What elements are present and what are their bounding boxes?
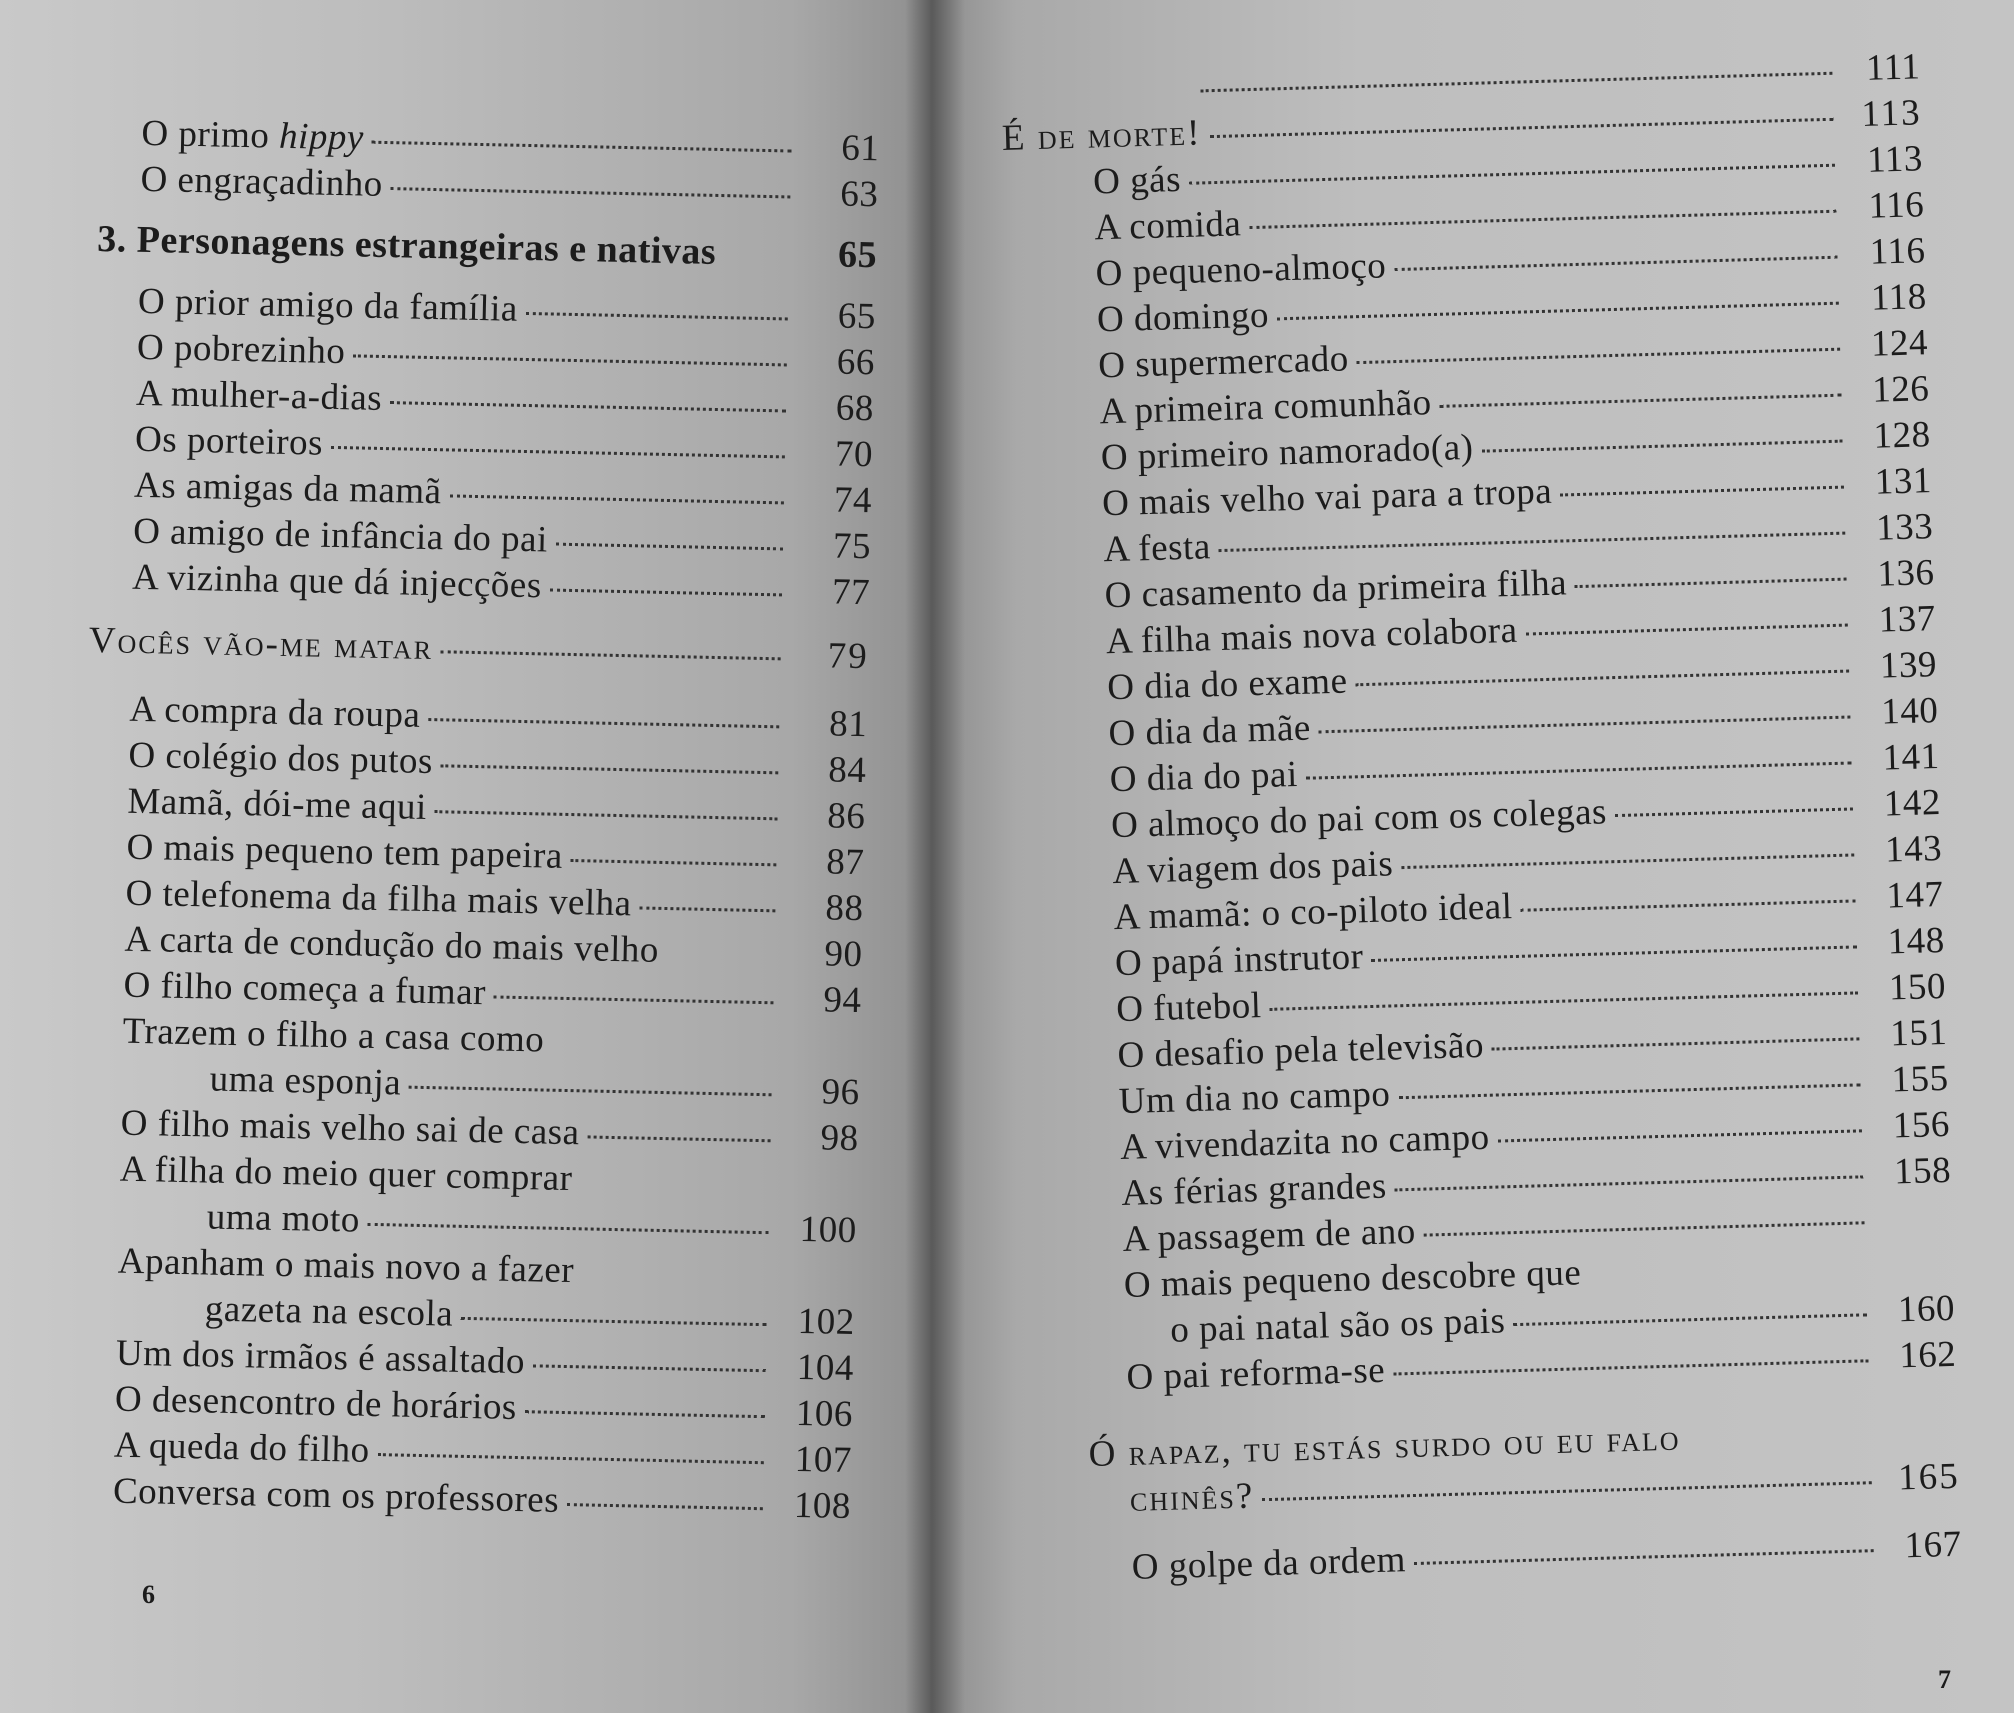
toc-entry-continuation: uma esponja 96 <box>209 1058 861 1114</box>
toc-entry: Um dos irmãos é assaltado 104 <box>115 1332 855 1390</box>
toc-entry: O telefonema da filha mais velha 88 <box>125 872 864 930</box>
toc-entry-continuation: gazeta na escola 102 <box>204 1288 856 1344</box>
toc-entry: A festa 133 <box>1102 506 1934 571</box>
toc-entry: A carta de condução do mais velho 90 <box>124 918 863 976</box>
toc-entry: Um dia no campo 155 <box>1118 1057 1950 1123</box>
toc-entry: O pequeno-almoço 116 <box>1095 230 1926 295</box>
page-number-right: 7 <box>1938 1665 1951 1694</box>
toc-entry: O desencontro de horários 106 <box>114 1378 854 1436</box>
toc-entry: O mais velho vai para a tropa 131 <box>1101 460 1933 525</box>
part-heading: É de morte! 113 <box>1001 92 1923 159</box>
toc-entry: O engraçadinho 63 <box>140 158 879 216</box>
toc-entry: O almoço do pai com os colegas 142 <box>1110 782 1942 847</box>
part-heading: Vocês vão-me matar 79 <box>88 619 870 678</box>
toc-entry: As férias grandes 158 <box>1120 1149 1952 1215</box>
toc-entry: O golpe da ordem 167 <box>1131 1523 1963 1588</box>
toc-entry: O mais pequeno descobre que <box>1123 1252 1582 1307</box>
toc-entry: Mamã, dói-me aqui 86 <box>127 780 866 838</box>
toc-entry: A filha mais nova colabora 137 <box>1105 598 1937 663</box>
toc-entry: O prior amigo da família 65 <box>137 280 877 338</box>
toc-entry: O dia da mãe 140 <box>1108 690 1939 755</box>
toc-entry-continuation: uma moto 100 <box>206 1196 858 1252</box>
toc-entry: O futebol 150 <box>1115 965 1947 1031</box>
toc-entry: O amigo de infância do pai 75 <box>132 510 872 568</box>
toc-entry-continuation: o pai natal são os pais 160 <box>1169 1287 1956 1351</box>
toc-entry: O primo hippy 61 <box>141 112 880 170</box>
toc-entry: O papá instrutor 148 <box>1114 919 1946 985</box>
toc-entry: O desafio pela televisão 151 <box>1116 1011 1948 1077</box>
toc-entry: Os porteiros 70 <box>134 418 874 476</box>
toc-entry: O gás 113 <box>1092 138 1924 203</box>
toc-entry: O mais pequeno tem papeira 87 <box>126 826 865 884</box>
right-toc <box>1000 44 1962 1593</box>
part-heading: Ó rapaz, tu estás surdo ou eu falo <box>1088 1417 1682 1476</box>
part-heading-continuation: chinês? 165 <box>1129 1455 1961 1520</box>
toc-entry: O filho mais velho sai de casa 98 <box>120 1102 860 1160</box>
toc-entry: Conversa com os professores 108 <box>112 1470 852 1528</box>
toc-entry: O pai reforma-se 162 <box>1125 1333 1957 1398</box>
left-toc <box>71 110 880 1530</box>
toc-entry: O dia do pai 141 <box>1109 736 1941 801</box>
toc-entry: O pobrezinho 66 <box>136 326 876 384</box>
toc-entry: O colégio dos putos 84 <box>128 734 867 792</box>
toc-entry: O casamento da primeira filha 136 <box>1104 552 1935 617</box>
section-heading: 3. Personagens estrangeiras e nativas 65 <box>96 217 878 277</box>
toc-entry: As amigas da mamã 74 <box>133 464 873 522</box>
toc-entry: O primeiro namorado(a) 128 <box>1100 414 1932 479</box>
toc-entry: A primeira comunhão 126 <box>1099 368 1930 433</box>
toc-entry: A passagem de ano <box>1032 1194 1953 1266</box>
toc-entry: Trazem o filho a casa como <box>122 1010 545 1061</box>
page-number-left: 6 <box>142 1580 155 1609</box>
toc-entry: O filho começa a fumar 94 <box>123 964 862 1022</box>
toc-entry: A mamã: o co-piloto ideal 147 <box>1113 873 1944 939</box>
toc-entry: A comida 116 <box>1093 184 1925 249</box>
toc-entry: A vizinha que dá injecções 77 <box>131 556 871 614</box>
toc-entry: O dia do exame 139 <box>1106 644 1938 709</box>
toc-entry: A filha do meio quer comprar <box>119 1148 573 1200</box>
toc-entry: A mulher-a-dias 68 <box>135 372 875 430</box>
toc-entry: O supermercado 124 <box>1097 322 1929 387</box>
left-page <box>0 0 930 1713</box>
toc-entry: Apanham o mais novo a fazer <box>117 1240 575 1292</box>
toc-entry: 111 <box>1000 44 1921 116</box>
toc-entry: A compra da roupa 81 <box>129 688 868 746</box>
toc-entry: A viagem dos pais 143 <box>1111 828 1943 893</box>
book-gutter <box>905 0 965 1713</box>
toc-entry: A vivendazita no campo 156 <box>1119 1103 1951 1169</box>
toc-entry: O domingo 118 <box>1096 276 1928 341</box>
toc-entry: A queda do filho 107 <box>113 1424 853 1482</box>
